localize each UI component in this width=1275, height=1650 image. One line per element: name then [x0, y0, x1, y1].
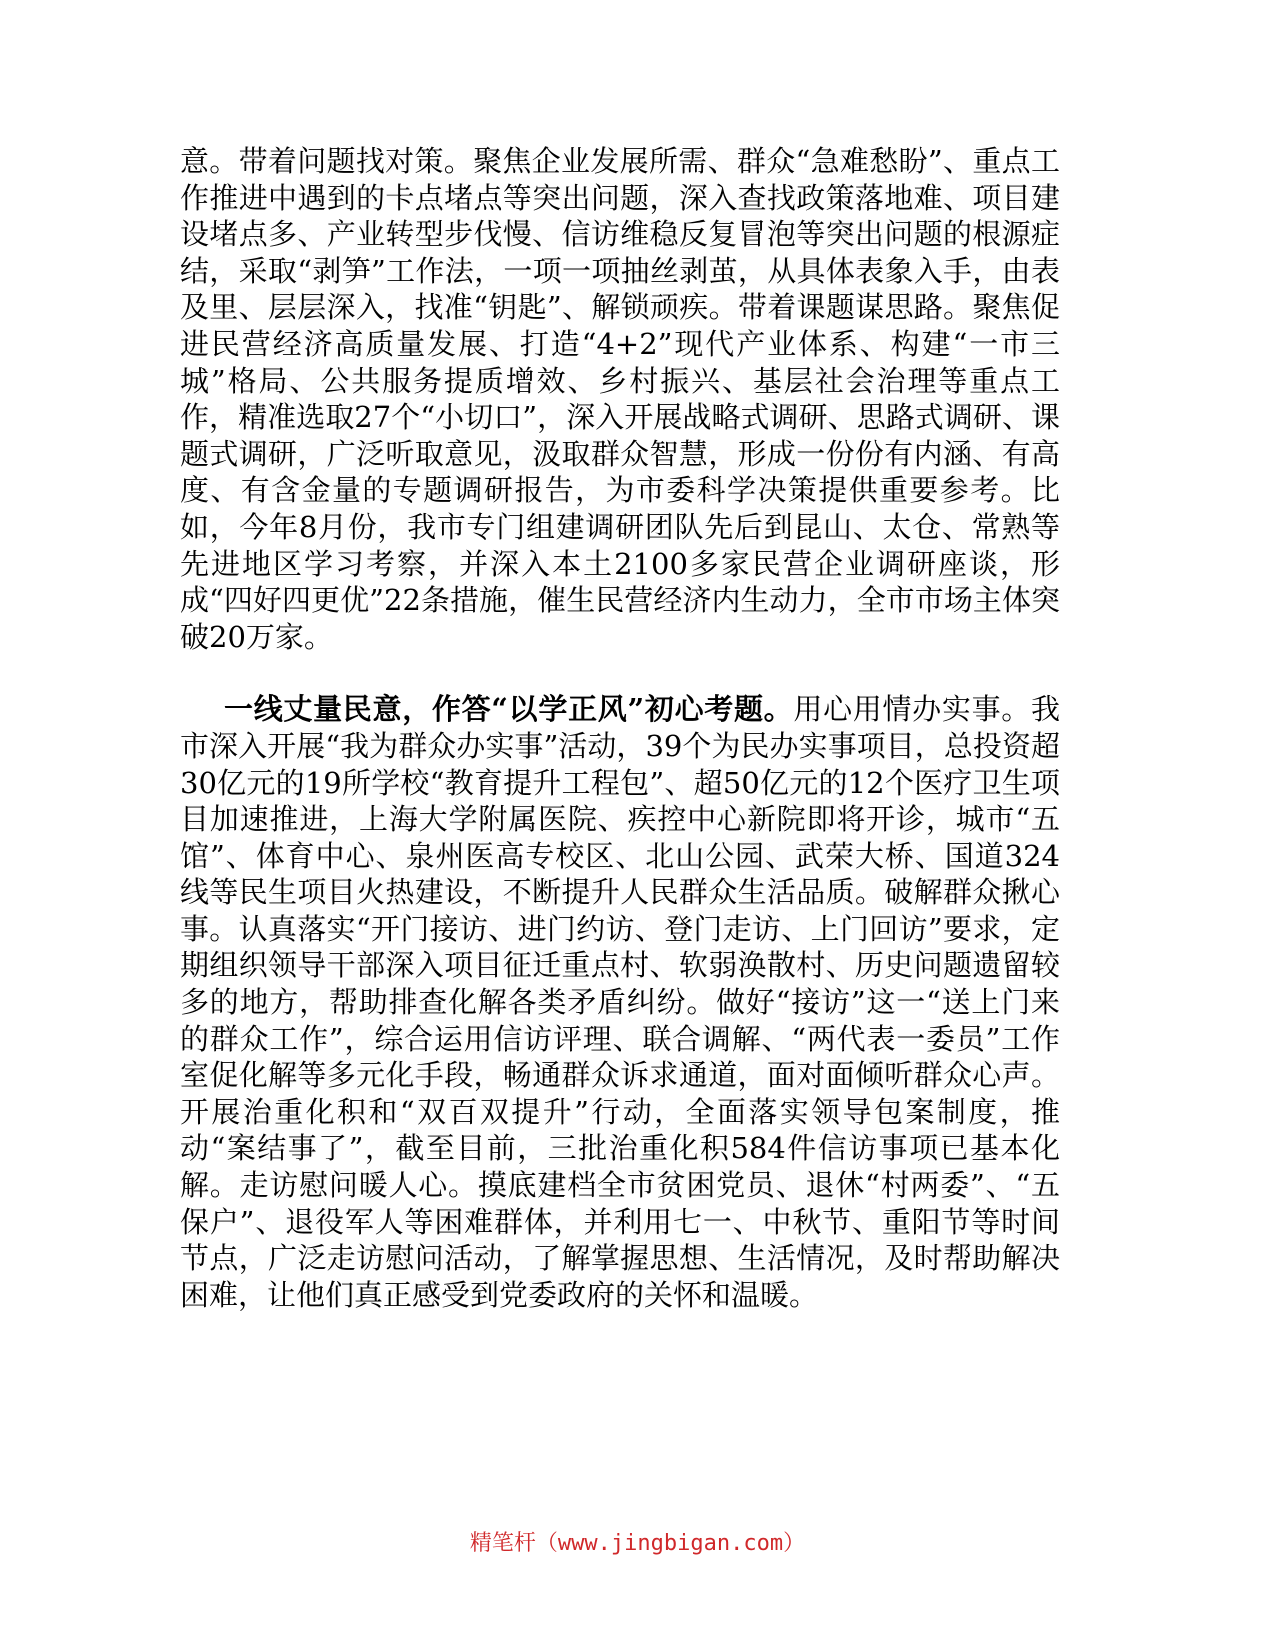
paragraph-section	[180, 691, 1060, 1313]
paragraph-continuation	[180, 143, 1060, 655]
paragraph-lead-heading: 一线丈量民意，作答“以学正风”初心考题。	[224, 692, 794, 727]
document-body	[180, 143, 1060, 1313]
footer-watermark: 精笔杆（www.jingbigan.com）	[469, 1531, 806, 1556]
paragraph-text: 意。带着问题找对策。聚焦企业发展所需、群众“急难愁盼”、重点工作推进中遇到的卡点堵点等突出问题，深入查找政策落地难、项目建设堵点多、产业转型步伐慢、信访维稳反复冒泡等突出问题的根源症结，采取“剥笋”工作法，一项一项抽丝剥茧，从具体表象入手，由表及里、层层深入，找准“钥匙”、解锁顽疾。带着课题谋思路。聚焦促进民营经济高质量发展、打造“4+2”现代产业体系、构建“一市三城”格局、公共服务提质增效、乡村振兴、基层社会治理等重点工作，精准选取27个“小切口”，深入开展战略式调研、思路式调研、课题式调研，广泛听取意见，汲取群众智慧，形成一份份有内涵、有高度、有含金量的专题调研报告，为市委科学决策提供重要参考。比如，今年8月份，我市专门组建调研团队先后到昆山、太仓、常熟等先进地区学习考察，并深入本土2100多家民营企业调研座谈，形成“四好四更优”22条措施，催生民营经济内生动力，全市市场主体突破20万家。	[180, 144, 1060, 654]
paragraph-text: 用心用情办实事。我市深入开展“我为群众办实事”活动，39个为民办实事项目，总投资超30亿元的19所学校“教育提升工程包”、超50亿元的12个医疗卫生项目加速推进，上海大学附属医院、疾控中心新院即将开诊，城市“五馆”、体育中心、泉州医高专校区、北山公园、武荣大桥、国道324线等民生项目火热建设，不断提升人民群众生活品质。破解群众揪心事。认真落实“开门接访、进门约访、登门走访、上门回访”要求，定期组织领导干部深入项目征迁重点村、软弱涣散村、历史问题遗留较多的地方，帮助排查化解各类矛盾纠纷。做好“接访”这一“送上门来的群众工作”，综合运用信访评理、联合调解、“两代表一委员”工作室促化解等多元化手段，畅通群众诉求通道，面对面倾听群众心声。开展治重化积和“双百双提升”行动，全面落实领导包案制度，推动“案结事了”，截至目前，三批治重化积584件信访事项已基本化解。走访慰问暖人心。摸底建档全市贫困党员、退休“村两委”、“五保户”、退役军人等困难群体，并利用七一、中秋节、重阳节等时间节点，广泛走访慰问活动，了解掌握思想、生活情况，及时帮助解决困难，让他们真正感受到党委政府的关怀和温暖。	[180, 692, 1060, 1312]
